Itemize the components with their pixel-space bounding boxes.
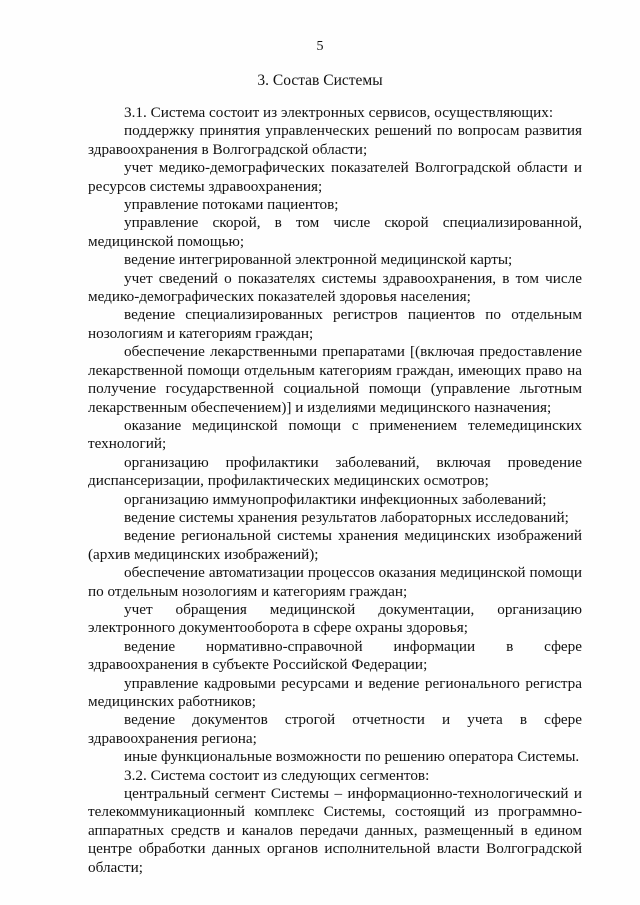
- paragraph-medical-images-archive: ведение региональной системы хранения медицинских изображений (архив медицинских изображений);: [88, 527, 582, 563]
- paragraph-demographic-accounting: учет медико-демографических показателей Волгоградской области и ресурсов системы здравоохранения;: [88, 159, 582, 195]
- paragraph-patient-flow: управление потоками пациентов;: [124, 196, 339, 214]
- paragraph-strict-reporting: ведение документов строгой отчетности и учета в сфере здравоохранения региона;: [88, 711, 582, 747]
- paragraph-3-2-intro: 3.2. Система состоит из следующих сегментов:: [124, 766, 430, 784]
- paragraph-document-workflow: учет обращения медицинской документации, организацию электронного документооборота в сфере охраны здоровья;: [88, 600, 582, 637]
- paragraph-immunoprophylaxis: организацию иммунопрофилактики инфекционных заболеваний;: [124, 490, 547, 508]
- paragraph-emergency-care: управление скорой, в том числе скорой специализированной, медицинской помощью;: [88, 214, 582, 250]
- paragraph-hr-management: управление кадровыми ресурсами и ведение регионального регистра медицинских работников;: [88, 674, 582, 710]
- paragraph-reference-information: ведение нормативно-справочной информации в сфере здравоохранения в субъекте Российской Федерации;: [88, 637, 582, 674]
- document-body: [88, 104, 582, 877]
- paragraph-patient-registers: ведение специализированных регистров пациентов по отдельным нозологиям и категориям граждан;: [88, 306, 582, 342]
- paragraph-health-indicators: учет сведений о показателях системы здравоохранения, в том числе медико-демографических показателей здоровья населения;: [88, 269, 582, 306]
- paragraph-electronic-medical-card: ведение интегрированной электронной медицинской карты;: [124, 251, 513, 269]
- paragraph-3-1-intro: 3.1. Система состоит из электронных сервисов, осуществляющих:: [124, 104, 554, 121]
- paragraph-central-segment: центральный сегмент Системы – информационно-технологический и телекоммуникационный комплекс Системы, состоящий из программно-аппаратных средств и каналов передачи данных, размещенный в едином центре обработки данных органов исполнительной власти Волгоградской области;: [88, 785, 582, 876]
- paragraph-other-functions: иные функциональные возможности по решению оператора Системы.: [124, 748, 580, 766]
- section-title: 3. Состав Системы: [257, 72, 383, 89]
- paragraph-decision-support: поддержку принятия управленческих решений по вопросам развития здравоохранения в Волгоградской области;: [88, 122, 582, 158]
- paragraph-telemedicine: оказание медицинской помощи с применением телемедицинских технологий;: [88, 416, 582, 453]
- paragraph-drug-provision: обеспечение лекарственными препаратами [(включая предоставление лекарственной помощи отдельным категориям граждан, имеющих право на получение государственной социальной помощи (управление льготным лекарственным обеспечением)] и изделиями медицинского назначения;: [88, 343, 582, 416]
- paragraph-disease-prevention: организацию профилактики заболеваний, включая проведение диспансеризации, профилактических медицинских осмотров;: [88, 453, 582, 490]
- page-number: 5: [316, 39, 324, 54]
- paragraph-care-automation: обеспечение автоматизации процессов оказания медицинской помощи по отдельным нозологиям и категориям граждан;: [88, 564, 582, 600]
- paragraph-lab-results-storage: ведение системы хранения результатов лабораторных исследований;: [124, 508, 569, 526]
